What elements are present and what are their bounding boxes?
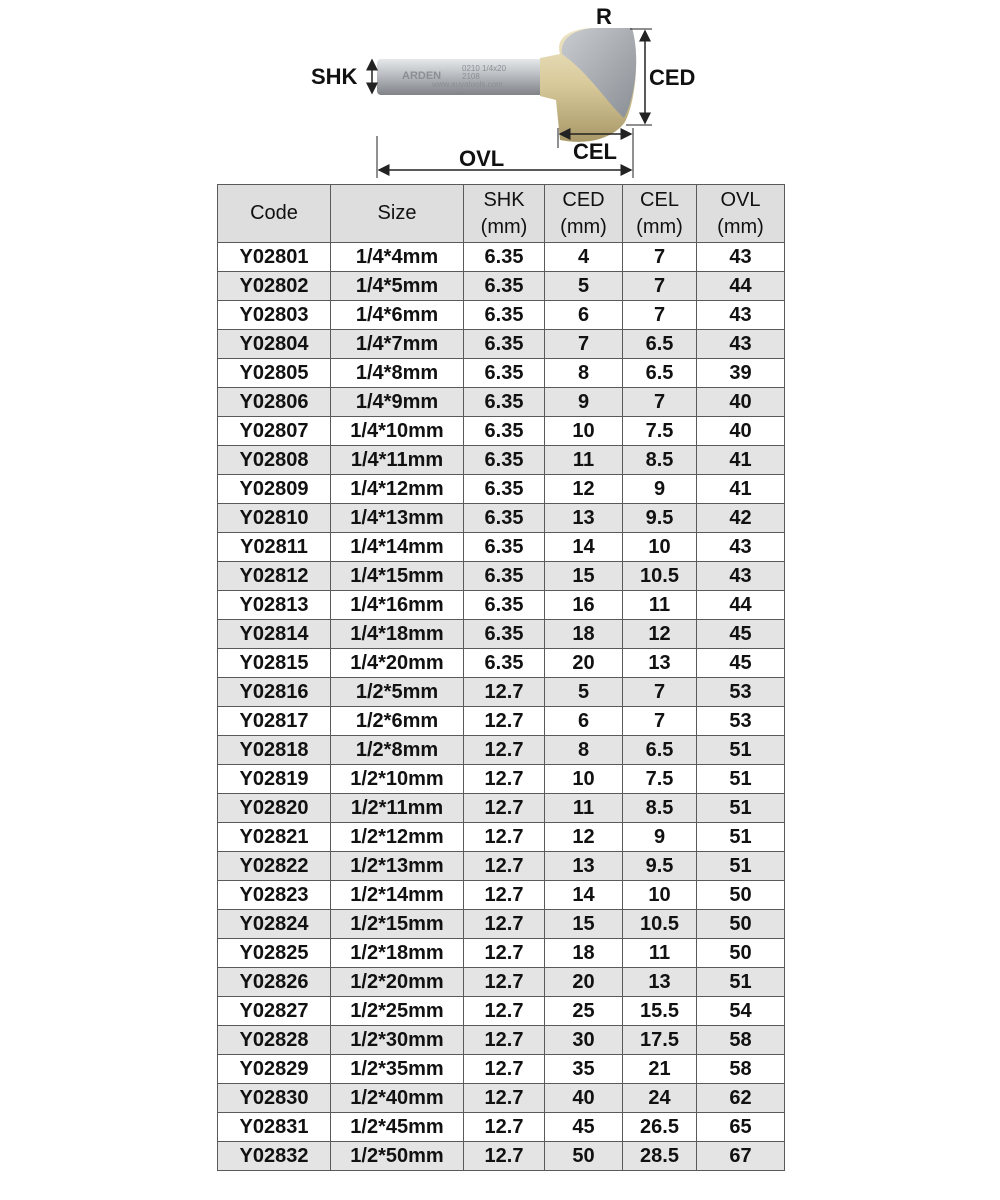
table-cell-shk: 6.35	[464, 388, 545, 417]
table-cell-code: Y02831	[218, 1113, 331, 1142]
column-header-cel	[623, 185, 697, 243]
table-cell-ovl: 44	[697, 591, 785, 620]
table-cell-size: 1/4*14mm	[331, 533, 464, 562]
table-cell-ced: 4	[545, 243, 623, 272]
table-cell-size: 1/4*15mm	[331, 562, 464, 591]
table-cell-code: Y02823	[218, 881, 331, 910]
column-header-label: OVL	[720, 188, 761, 211]
table-cell-ovl: 43	[697, 533, 785, 562]
table-cell-size: 1/4*18mm	[331, 620, 464, 649]
table-cell-shk: 12.7	[464, 1055, 545, 1084]
table-cell-shk: 12.7	[464, 968, 545, 997]
table-cell-shk: 6.35	[464, 417, 545, 446]
table-cell-cel: 17.5	[623, 1026, 697, 1055]
table-cell-shk: 12.7	[464, 1084, 545, 1113]
table-cell-ovl: 43	[697, 562, 785, 591]
table-cell-shk: 12.7	[464, 939, 545, 968]
table-cell-size: 1/2*5mm	[331, 678, 464, 707]
table-cell-ovl: 54	[697, 997, 785, 1026]
table-cell-ovl: 62	[697, 1084, 785, 1113]
table-cell-cel: 10	[623, 533, 697, 562]
table-cell-ovl: 51	[697, 968, 785, 997]
column-header-label: CEL	[640, 188, 679, 211]
table-cell-ced: 50	[545, 1142, 623, 1171]
table-cell-size: 1/4*9mm	[331, 388, 464, 417]
table-cell-cel: 7	[623, 707, 697, 736]
table-cell-cel: 8.5	[623, 794, 697, 823]
spec-table	[217, 184, 785, 1171]
table-cell-size: 1/2*15mm	[331, 910, 464, 939]
table-cell-shk: 6.35	[464, 446, 545, 475]
table-cell-size: 1/4*12mm	[331, 475, 464, 504]
table-cell-code: Y02814	[218, 620, 331, 649]
bit-brand-marking: ARDEN	[402, 70, 442, 82]
table-cell-code: Y02809	[218, 475, 331, 504]
table-cell-ced: 14	[545, 881, 623, 910]
table-cell-shk: 6.35	[464, 330, 545, 359]
table-cell-size: 1/2*25mm	[331, 997, 464, 1026]
table-cell-cel: 21	[623, 1055, 697, 1084]
column-header-label: SHK	[483, 188, 525, 211]
table-cell-ced: 5	[545, 272, 623, 301]
table-cell-code: Y02802	[218, 272, 331, 301]
table-cell-cel: 13	[623, 968, 697, 997]
table-row	[218, 272, 785, 301]
table-row	[218, 823, 785, 852]
table-cell-cel: 15.5	[623, 997, 697, 1026]
table-cell-shk: 12.7	[464, 881, 545, 910]
table-row	[218, 794, 785, 823]
table-cell-shk: 6.35	[464, 591, 545, 620]
table-row	[218, 504, 785, 533]
table-cell-cel: 6.5	[623, 330, 697, 359]
table-row	[218, 330, 785, 359]
table-row	[218, 649, 785, 678]
table-cell-shk: 6.35	[464, 620, 545, 649]
table-cell-ovl: 43	[697, 330, 785, 359]
table-cell-ovl: 53	[697, 678, 785, 707]
table-row	[218, 1055, 785, 1084]
ced-label: CED	[649, 65, 696, 90]
table-cell-ced: 15	[545, 562, 623, 591]
table-cell-size: 1/4*7mm	[331, 330, 464, 359]
table-cell-ced: 30	[545, 1026, 623, 1055]
column-header-unit: (mm)	[636, 215, 683, 238]
bit-spec-marking: 0210 1/4x20	[462, 64, 507, 73]
column-header-unit: (mm)	[717, 215, 764, 238]
table-row	[218, 1026, 785, 1055]
table-cell-ovl: 41	[697, 446, 785, 475]
table-cell-shk: 12.7	[464, 997, 545, 1026]
table-row	[218, 968, 785, 997]
column-header-unit: (mm)	[560, 215, 607, 238]
table-cell-shk: 12.7	[464, 1026, 545, 1055]
table-cell-ced: 15	[545, 910, 623, 939]
table-cell-ced: 12	[545, 823, 623, 852]
table-cell-ovl: 40	[697, 388, 785, 417]
table-cell-size: 1/4*6mm	[331, 301, 464, 330]
table-cell-cel: 7	[623, 678, 697, 707]
table-row	[218, 707, 785, 736]
table-cell-code: Y02827	[218, 997, 331, 1026]
table-cell-ovl: 58	[697, 1026, 785, 1055]
table-cell-cel: 13	[623, 649, 697, 678]
table-cell-shk: 12.7	[464, 794, 545, 823]
table-cell-code: Y02816	[218, 678, 331, 707]
table-cell-ced: 13	[545, 504, 623, 533]
table-cell-size: 1/4*20mm	[331, 649, 464, 678]
table-cell-size: 1/4*11mm	[331, 446, 464, 475]
router-bit-diagram	[0, 0, 1000, 185]
table-row	[218, 678, 785, 707]
table-cell-shk: 6.35	[464, 649, 545, 678]
column-header-size	[331, 185, 464, 243]
table-cell-ced: 25	[545, 997, 623, 1026]
table-cell-size: 1/2*45mm	[331, 1113, 464, 1142]
table-cell-cel: 11	[623, 939, 697, 968]
table-cell-ced: 9	[545, 388, 623, 417]
table-cell-cel: 6.5	[623, 736, 697, 765]
table-cell-cel: 11	[623, 591, 697, 620]
ovl-label: OVL	[459, 146, 505, 171]
table-cell-cel: 28.5	[623, 1142, 697, 1171]
table-cell-ced: 10	[545, 417, 623, 446]
table-cell-code: Y02821	[218, 823, 331, 852]
column-header-code	[218, 185, 331, 243]
table-cell-code: Y02824	[218, 910, 331, 939]
table-cell-code: Y02822	[218, 852, 331, 881]
table-header-row	[218, 185, 785, 243]
table-cell-cel: 9.5	[623, 504, 697, 533]
table-cell-ovl: 39	[697, 359, 785, 388]
table-row	[218, 852, 785, 881]
table-cell-code: Y02804	[218, 330, 331, 359]
cel-label: CEL	[573, 139, 617, 164]
table-cell-cel: 8.5	[623, 446, 697, 475]
table-row	[218, 620, 785, 649]
table-cell-code: Y02825	[218, 939, 331, 968]
table-cell-ovl: 40	[697, 417, 785, 446]
table-cell-shk: 6.35	[464, 243, 545, 272]
table-cell-size: 1/2*18mm	[331, 939, 464, 968]
bit-website-marking: www.auyatools.com	[432, 80, 503, 89]
table-cell-ovl: 42	[697, 504, 785, 533]
table-row	[218, 301, 785, 330]
table-cell-shk: 6.35	[464, 475, 545, 504]
table-cell-shk: 12.7	[464, 707, 545, 736]
table-cell-ced: 7	[545, 330, 623, 359]
table-cell-size: 1/2*8mm	[331, 736, 464, 765]
column-header-ovl	[697, 185, 785, 243]
table-cell-code: Y02828	[218, 1026, 331, 1055]
table-cell-cel: 10.5	[623, 562, 697, 591]
table-cell-code: Y02810	[218, 504, 331, 533]
table-cell-ced: 5	[545, 678, 623, 707]
column-header-label: CED	[562, 188, 605, 211]
table-cell-size: 1/2*10mm	[331, 765, 464, 794]
table-cell-cel: 7	[623, 272, 697, 301]
table-cell-ovl: 51	[697, 794, 785, 823]
shk-label: SHK	[311, 64, 358, 89]
table-row	[218, 359, 785, 388]
table-cell-ovl: 44	[697, 272, 785, 301]
table-cell-code: Y02807	[218, 417, 331, 446]
table-cell-size: 1/2*14mm	[331, 881, 464, 910]
table-cell-shk: 12.7	[464, 678, 545, 707]
table-cell-cel: 24	[623, 1084, 697, 1113]
table-row	[218, 1084, 785, 1113]
table-cell-cel: 7.5	[623, 417, 697, 446]
table-cell-cel: 7	[623, 243, 697, 272]
table-cell-ced: 40	[545, 1084, 623, 1113]
table-cell-ovl: 43	[697, 301, 785, 330]
table-row	[218, 1113, 785, 1142]
table-cell-code: Y02815	[218, 649, 331, 678]
table-cell-ovl: 53	[697, 707, 785, 736]
table-cell-code: Y02805	[218, 359, 331, 388]
table-cell-shk: 6.35	[464, 272, 545, 301]
table-cell-ced: 20	[545, 968, 623, 997]
table-cell-ovl: 51	[697, 765, 785, 794]
table-cell-size: 1/2*40mm	[331, 1084, 464, 1113]
table-cell-cel: 6.5	[623, 359, 697, 388]
table-cell-ced: 8	[545, 736, 623, 765]
table-row	[218, 736, 785, 765]
table-cell-code: Y02832	[218, 1142, 331, 1171]
table-cell-shk: 12.7	[464, 1142, 545, 1171]
table-cell-size: 1/4*16mm	[331, 591, 464, 620]
table-cell-ced: 20	[545, 649, 623, 678]
table-cell-ced: 16	[545, 591, 623, 620]
table-cell-shk: 6.35	[464, 504, 545, 533]
table-row	[218, 417, 785, 446]
table-row	[218, 243, 785, 272]
table-cell-cel: 7	[623, 301, 697, 330]
table-cell-cel: 9.5	[623, 852, 697, 881]
bit-code-marking: 2108	[462, 72, 480, 81]
table-cell-ovl: 58	[697, 1055, 785, 1084]
table-cell-ovl: 50	[697, 939, 785, 968]
table-cell-code: Y02817	[218, 707, 331, 736]
table-cell-code: Y02819	[218, 765, 331, 794]
table-cell-ced: 10	[545, 765, 623, 794]
table-cell-ced: 45	[545, 1113, 623, 1142]
table-row	[218, 881, 785, 910]
table-cell-size: 1/2*6mm	[331, 707, 464, 736]
table-row	[218, 997, 785, 1026]
table-row	[218, 533, 785, 562]
table-cell-ced: 12	[545, 475, 623, 504]
table-cell-code: Y02801	[218, 243, 331, 272]
table-cell-shk: 12.7	[464, 1113, 545, 1142]
table-cell-code: Y02803	[218, 301, 331, 330]
table-cell-cel: 12	[623, 620, 697, 649]
table-cell-code: Y02812	[218, 562, 331, 591]
table-body	[218, 243, 785, 1171]
table-cell-size: 1/2*20mm	[331, 968, 464, 997]
table-cell-shk: 12.7	[464, 736, 545, 765]
table-cell-cel: 10	[623, 881, 697, 910]
table-cell-ced: 18	[545, 620, 623, 649]
table-row	[218, 1142, 785, 1171]
table-row	[218, 939, 785, 968]
table-cell-ced: 6	[545, 707, 623, 736]
column-header-unit: (mm)	[480, 215, 528, 238]
table-cell-cel: 7.5	[623, 765, 697, 794]
table-row	[218, 388, 785, 417]
table-cell-shk: 12.7	[464, 823, 545, 852]
table-cell-ced: 13	[545, 852, 623, 881]
column-header-shk	[464, 185, 545, 243]
table-cell-size: 1/4*10mm	[331, 417, 464, 446]
table-cell-size: 1/2*35mm	[331, 1055, 464, 1084]
table-cell-code: Y02830	[218, 1084, 331, 1113]
table-cell-size: 1/2*12mm	[331, 823, 464, 852]
table-cell-cel: 10.5	[623, 910, 697, 939]
table-cell-shk: 12.7	[464, 765, 545, 794]
table-cell-ovl: 41	[697, 475, 785, 504]
table-cell-size: 1/4*5mm	[331, 272, 464, 301]
table-cell-size: 1/2*13mm	[331, 852, 464, 881]
table-cell-ced: 18	[545, 939, 623, 968]
table-cell-code: Y02820	[218, 794, 331, 823]
table-cell-cel: 9	[623, 823, 697, 852]
table-cell-ovl: 51	[697, 823, 785, 852]
table-cell-ovl: 67	[697, 1142, 785, 1171]
table-cell-size: 1/2*50mm	[331, 1142, 464, 1171]
table-cell-shk: 12.7	[464, 852, 545, 881]
table-cell-code: Y02829	[218, 1055, 331, 1084]
radius-label: R	[596, 4, 612, 29]
table-cell-size: 1/2*11mm	[331, 794, 464, 823]
table-cell-code: Y02826	[218, 968, 331, 997]
column-header-label: Code	[250, 202, 298, 224]
column-header-label: Size	[377, 202, 417, 224]
table-cell-ovl: 51	[697, 736, 785, 765]
table-cell-ced: 11	[545, 446, 623, 475]
table-cell-ovl: 50	[697, 881, 785, 910]
table-cell-ced: 6	[545, 301, 623, 330]
table-cell-shk: 6.35	[464, 301, 545, 330]
table-cell-code: Y02813	[218, 591, 331, 620]
table-cell-code: Y02808	[218, 446, 331, 475]
table-row	[218, 765, 785, 794]
table-row	[218, 910, 785, 939]
table-cell-ovl: 65	[697, 1113, 785, 1142]
table-row	[218, 446, 785, 475]
table-cell-ovl: 45	[697, 649, 785, 678]
table-cell-code: Y02818	[218, 736, 331, 765]
table-cell-size: 1/4*13mm	[331, 504, 464, 533]
table-cell-size: 1/4*4mm	[331, 243, 464, 272]
table-cell-shk: 6.35	[464, 533, 545, 562]
table-cell-size: 1/2*30mm	[331, 1026, 464, 1055]
table-cell-shk: 12.7	[464, 910, 545, 939]
table-cell-cel: 26.5	[623, 1113, 697, 1142]
table-cell-ovl: 51	[697, 852, 785, 881]
table-cell-ovl: 43	[697, 243, 785, 272]
table-cell-cel: 7	[623, 388, 697, 417]
table-row	[218, 562, 785, 591]
table-row	[218, 591, 785, 620]
table-cell-ced: 8	[545, 359, 623, 388]
table-cell-ovl: 50	[697, 910, 785, 939]
table-cell-ced: 35	[545, 1055, 623, 1084]
table-cell-ced: 11	[545, 794, 623, 823]
table-cell-shk: 6.35	[464, 562, 545, 591]
column-header-ced	[545, 185, 623, 243]
table-cell-cel: 9	[623, 475, 697, 504]
table-row	[218, 475, 785, 504]
table-cell-code: Y02811	[218, 533, 331, 562]
table-cell-shk: 6.35	[464, 359, 545, 388]
table-cell-size: 1/4*8mm	[331, 359, 464, 388]
table-cell-code: Y02806	[218, 388, 331, 417]
table-cell-ced: 14	[545, 533, 623, 562]
table-cell-ovl: 45	[697, 620, 785, 649]
